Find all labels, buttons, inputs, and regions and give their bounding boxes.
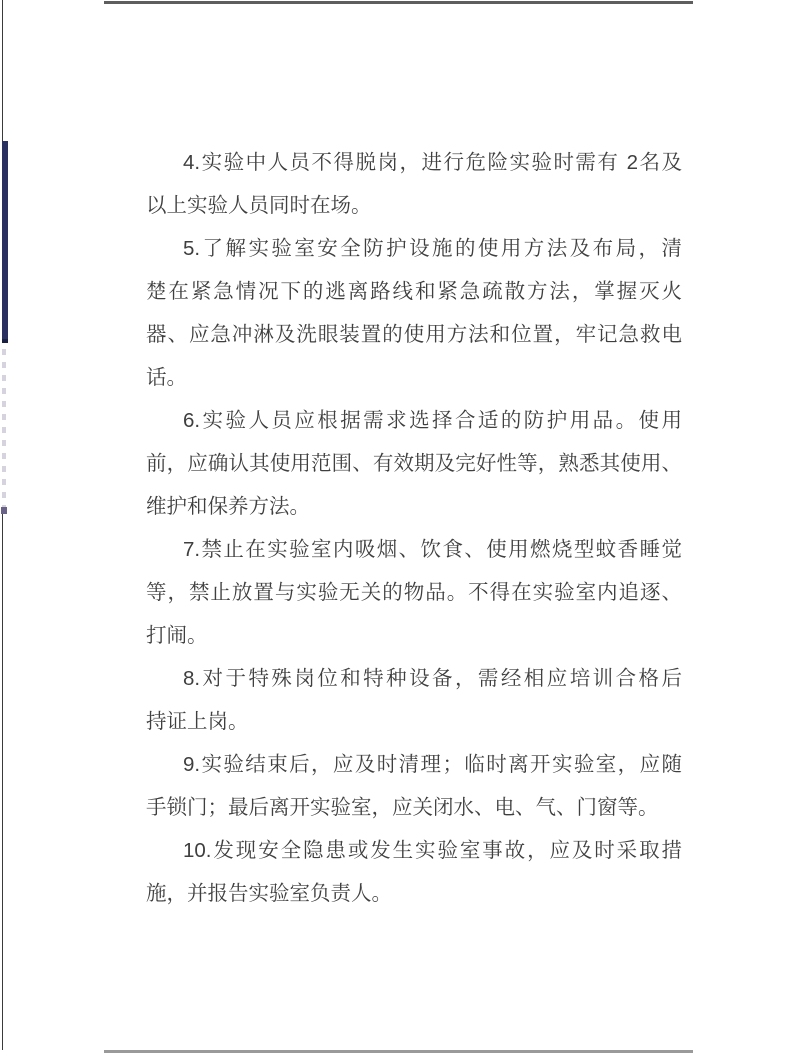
paragraph-line: 器、应急冲淋及洗眼装置的使用方法和位置，牢记急救电 bbox=[146, 323, 682, 346]
paragraph-line: 楚在紧急情况下的逃离路线和紧急疏散方法，掌握灭火 bbox=[146, 280, 682, 303]
paragraph-line: 9.实验结束后，应及时清理；临时离开实验室，应随 bbox=[183, 753, 682, 776]
paragraph-rule-6 bbox=[146, 399, 682, 528]
paragraph-line: 持证上岗。 bbox=[146, 710, 249, 733]
paragraph-rule-7 bbox=[146, 528, 682, 657]
left-page-edge-line-bottom bbox=[2, 514, 3, 1050]
paragraph-rule-9 bbox=[146, 743, 682, 829]
paragraph-line: 以上实验人员同时在场。 bbox=[146, 194, 372, 217]
left-dash-accent-mark bbox=[1, 507, 7, 514]
left-page-edge-line-top bbox=[2, 0, 3, 141]
paragraph-line: 维护和保养方法。 bbox=[146, 495, 310, 518]
page-content bbox=[146, 141, 682, 915]
paragraph-line: 打闹。 bbox=[146, 624, 208, 647]
paragraph-line: 等，禁止放置与实验无关的物品。不得在实验室内追逐、 bbox=[146, 581, 682, 604]
paragraph-line: 施，并报告实验室负责人。 bbox=[146, 882, 392, 905]
bottom-rule-divider bbox=[104, 1050, 693, 1053]
paragraph-line: 话。 bbox=[146, 366, 187, 389]
top-rule-divider bbox=[104, 1, 693, 4]
left-dashed-edge-line bbox=[2, 349, 6, 507]
paragraph-line: 6.实验人员应根据需求选择合适的防护用品。使用 bbox=[183, 409, 682, 432]
paragraph-rule-5 bbox=[146, 227, 682, 399]
paragraph-line: 7.禁止在实验室内吸烟、饮食、使用燃烧型蚊香睡觉 bbox=[183, 538, 682, 561]
left-accent-bar bbox=[2, 141, 8, 343]
paragraph-line: 前，应确认其使用范围、有效期及完好性等，熟悉其使用、 bbox=[146, 452, 682, 475]
paragraph-line: 10.发现安全隐患或发生实验室事故，应及时采取措 bbox=[183, 839, 682, 862]
paragraph-line: 5.了解实验室安全防护设施的使用方法及布局，清 bbox=[183, 237, 682, 260]
paragraph-rule-4 bbox=[146, 141, 682, 227]
paragraph-line: 4.实验中人员不得脱岗，进行危险实验时需有 2名及 bbox=[183, 151, 682, 174]
paragraph-rule-10 bbox=[146, 829, 682, 915]
paragraph-rule-8 bbox=[146, 657, 682, 743]
paragraph-line: 手锁门；最后离开实验室，应关闭水、电、气、门窗等。 bbox=[146, 796, 659, 819]
paragraph-line: 8.对于特殊岗位和特种设备，需经相应培训合格后 bbox=[183, 667, 682, 690]
